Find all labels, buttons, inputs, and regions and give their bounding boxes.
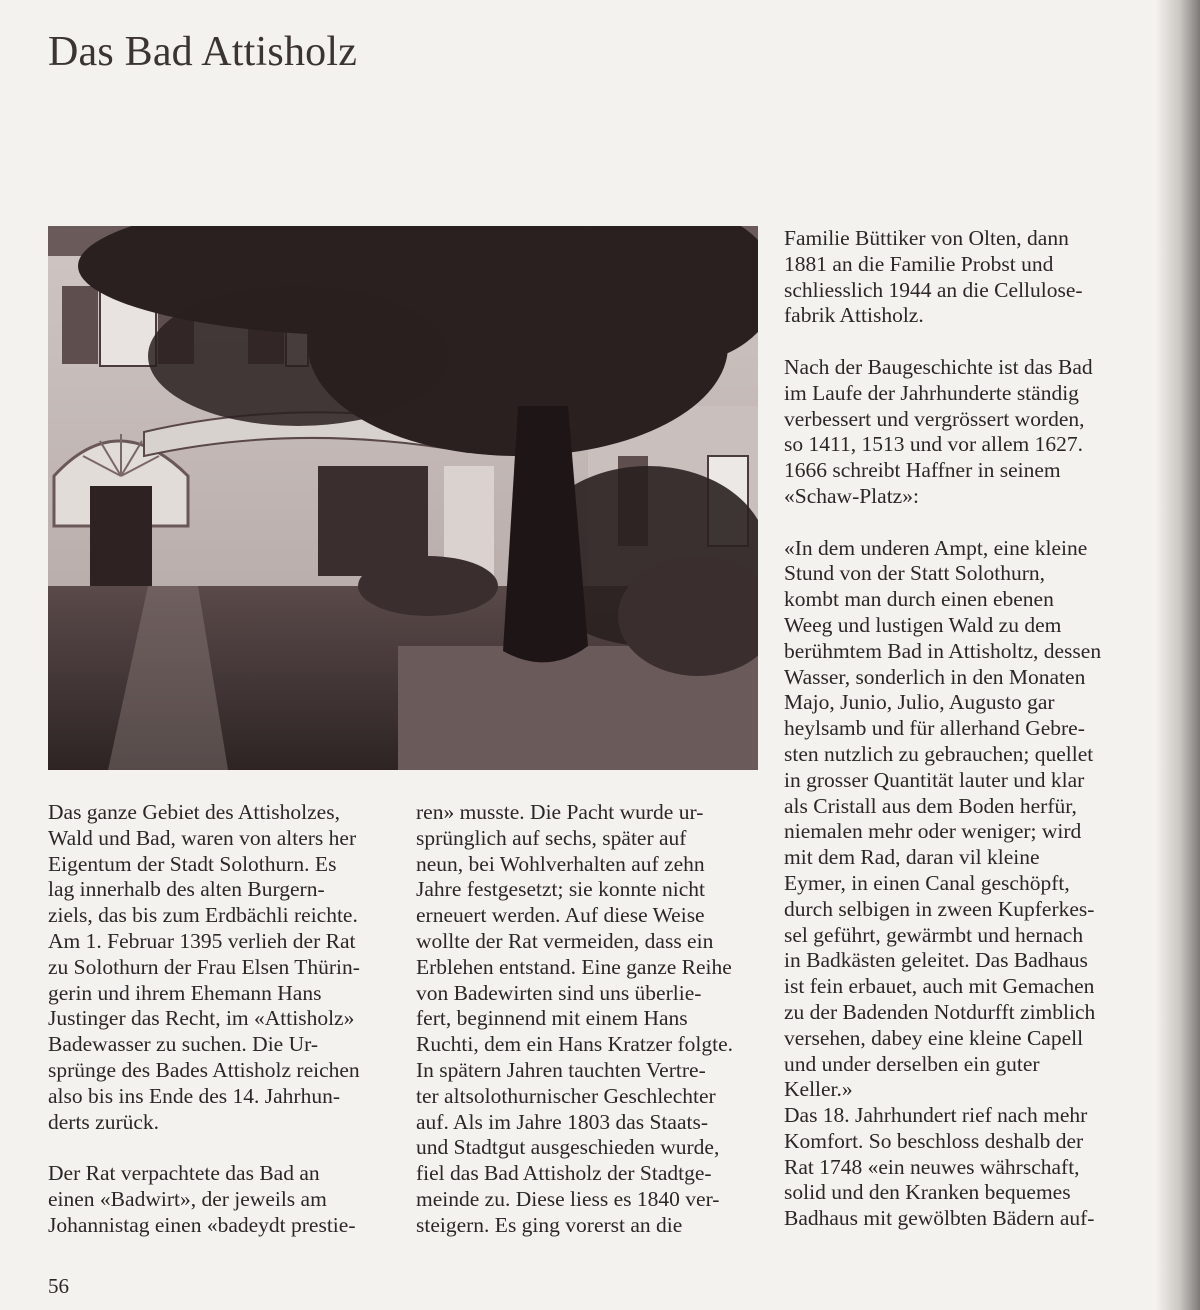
text-line: schliesslich 1944 an die Cellulose- [784,277,1083,302]
text-line: Keller.» [784,1077,853,1102]
paragraph-gap [784,510,1144,536]
text-line: gerin und ihrem Ehemann Hans [48,980,322,1005]
text-line: Das ganze Gebiet des Attisholzes, [48,800,340,824]
text-line: derts zurück. [48,1109,160,1134]
text-column-left [48,800,410,1239]
text-line: zu der Badenden Notdurfft zimblich [784,999,1096,1024]
text-line: solid und den Kranken bequemes [784,1180,1071,1205]
text-line: und Stadtgut ausgeschieden wurde, [416,1135,720,1160]
text-line: Badhaus mit gewölbten Bädern auf- [784,1206,1095,1231]
text-line: Am 1. Februar 1395 verlieh der Rat [48,928,356,953]
paragraph-gap [48,1135,410,1161]
text-line: sten nutzlich zu gebrauchen; quellet [784,741,1094,766]
text-line: auf. Als im Jahre 1803 das Staats- [416,1109,708,1134]
photo-illustration [48,226,758,770]
text-line: durch selbigen in zween Kupferkes- [784,896,1095,921]
text-line: im Laufe der Jahrhunderte ständig [784,380,1079,405]
text-line: ren» musste. Die Pacht wurde ur- [416,800,704,824]
text-line: sprünglich auf sechs, später auf [416,825,687,850]
text-line: Justinger das Recht, im «Attisholz» [48,1006,355,1031]
text-line: von Badewirten sind uns überlie- [416,980,702,1005]
text-line: Wasser, sonderlich in den Monaten [784,664,1086,689]
text-line: zu Solothurn der Frau Elsen Thürin- [48,954,360,979]
text-line: ter altsolothurnischer Geschlechter [416,1083,716,1108]
text-line: Erblehen entstand. Eine ganze Reihe [416,954,732,979]
text-line: niemalen mehr oder weniger; wird [784,819,1082,844]
text-line: «Schaw-Platz»: [784,483,919,508]
page-title: Das Bad Attisholz [48,29,358,75]
text-line: wollte der Rat vermeiden, dass ein [416,928,714,953]
text-line: Der Rat verpachtete das Bad an [48,1161,320,1186]
text-column-right [784,226,1144,1232]
text-line: fabrik Attisholz. [784,303,924,328]
text-line: «In dem underen Ampt, eine kleine [784,535,1088,560]
text-line: Nach der Baugeschichte ist das Bad [784,354,1093,379]
text-line: meinde zu. Diese liess es 1840 ver- [416,1186,720,1211]
text-line: lag innerhalb des alten Burgern- [48,877,325,902]
bath-house-photo [48,226,758,770]
text-line: Rat 1748 «ein neuwes währschaft, [784,1154,1080,1179]
text-line: berühmtem Bad in Attisholtz, dessen [784,638,1102,663]
text-line: und under derselben ein guter [784,1051,1040,1076]
page-number: 56 [48,1274,69,1298]
text-line: kombt man durch einen ebenen [784,587,1054,612]
text-line: Familie Büttiker von Olten, dann [784,226,1069,250]
text-line: als Cristall aus dem Boden herfür, [784,793,1077,818]
text-column-middle [416,800,778,1239]
text-line: in Badkästen geleitet. Das Badhaus [784,948,1088,973]
text-line: fert, beginnend mit einem Hans [416,1006,688,1031]
text-line: so 1411, 1513 und vor allem 1627. [784,432,1083,457]
text-line: In spätern Jahren tauchten Vertre- [416,1057,706,1082]
text-line: Komfort. So beschloss deshalb der [784,1128,1084,1153]
text-line: also bis ins Ende des 14. Jahrhun- [48,1083,341,1108]
text-line: Stund von der Statt Solothurn, [784,561,1045,586]
paragraph-gap [784,329,1144,355]
text-line: Badewasser zu suchen. Die Ur- [48,1032,319,1057]
text-line: sel geführt, gewärmbt und hernach [784,922,1084,947]
text-line: Das 18. Jahrhundert rief nach mehr [784,1103,1088,1128]
text-line: verbessert und vergrössert worden, [784,406,1085,431]
text-line: mit dem Rad, daran vil kleine [784,845,1040,870]
text-line: ist fein erbauet, auch mit Gemachen [784,974,1095,999]
text-line: Eymer, in einen Canal geschöpft, [784,870,1070,895]
text-line: Eigentum der Stadt Solothurn. Es [48,851,337,876]
text-line: steigern. Es ging vorerst an die [416,1212,683,1237]
text-line: versehen, dabey eine kleine Capell [784,1025,1084,1050]
text-line: 1881 an die Familie Probst und [784,251,1054,276]
text-line: Wald und Bad, waren von alters her [48,825,357,850]
text-line: Weeg und lustigen Wald zu dem [784,612,1062,637]
text-line: Johannistag einen «badeydt prestie- [48,1212,356,1237]
book-gutter-shadow [1156,0,1200,1310]
text-line: Majo, Junio, Julio, Augusto gar [784,690,1055,715]
text-line: Ruchti, dem ein Hans Kratzer folgte. [416,1032,734,1057]
text-line: heylsamb und für allerhand Gebre- [784,716,1085,741]
text-line: fiel das Bad Attisholz der Stadtge- [416,1161,712,1186]
text-line: erneuert werden. Auf diese Weise [416,903,705,928]
text-line: ziels, das bis zum Erdbächli reichte. [48,903,358,928]
text-line: 1666 schreibt Haffner in seinem [784,458,1061,483]
text-line: sprünge des Bades Attisholz reichen [48,1057,360,1082]
text-line: einen «Badwirt», der jeweils am [48,1186,327,1211]
text-line: Jahre festgesetzt; sie konnte nicht [416,877,705,902]
text-line: in grosser Quantität lauter und klar [784,767,1085,792]
text-line: neun, bei Wohlverhalten auf zehn [416,851,705,876]
